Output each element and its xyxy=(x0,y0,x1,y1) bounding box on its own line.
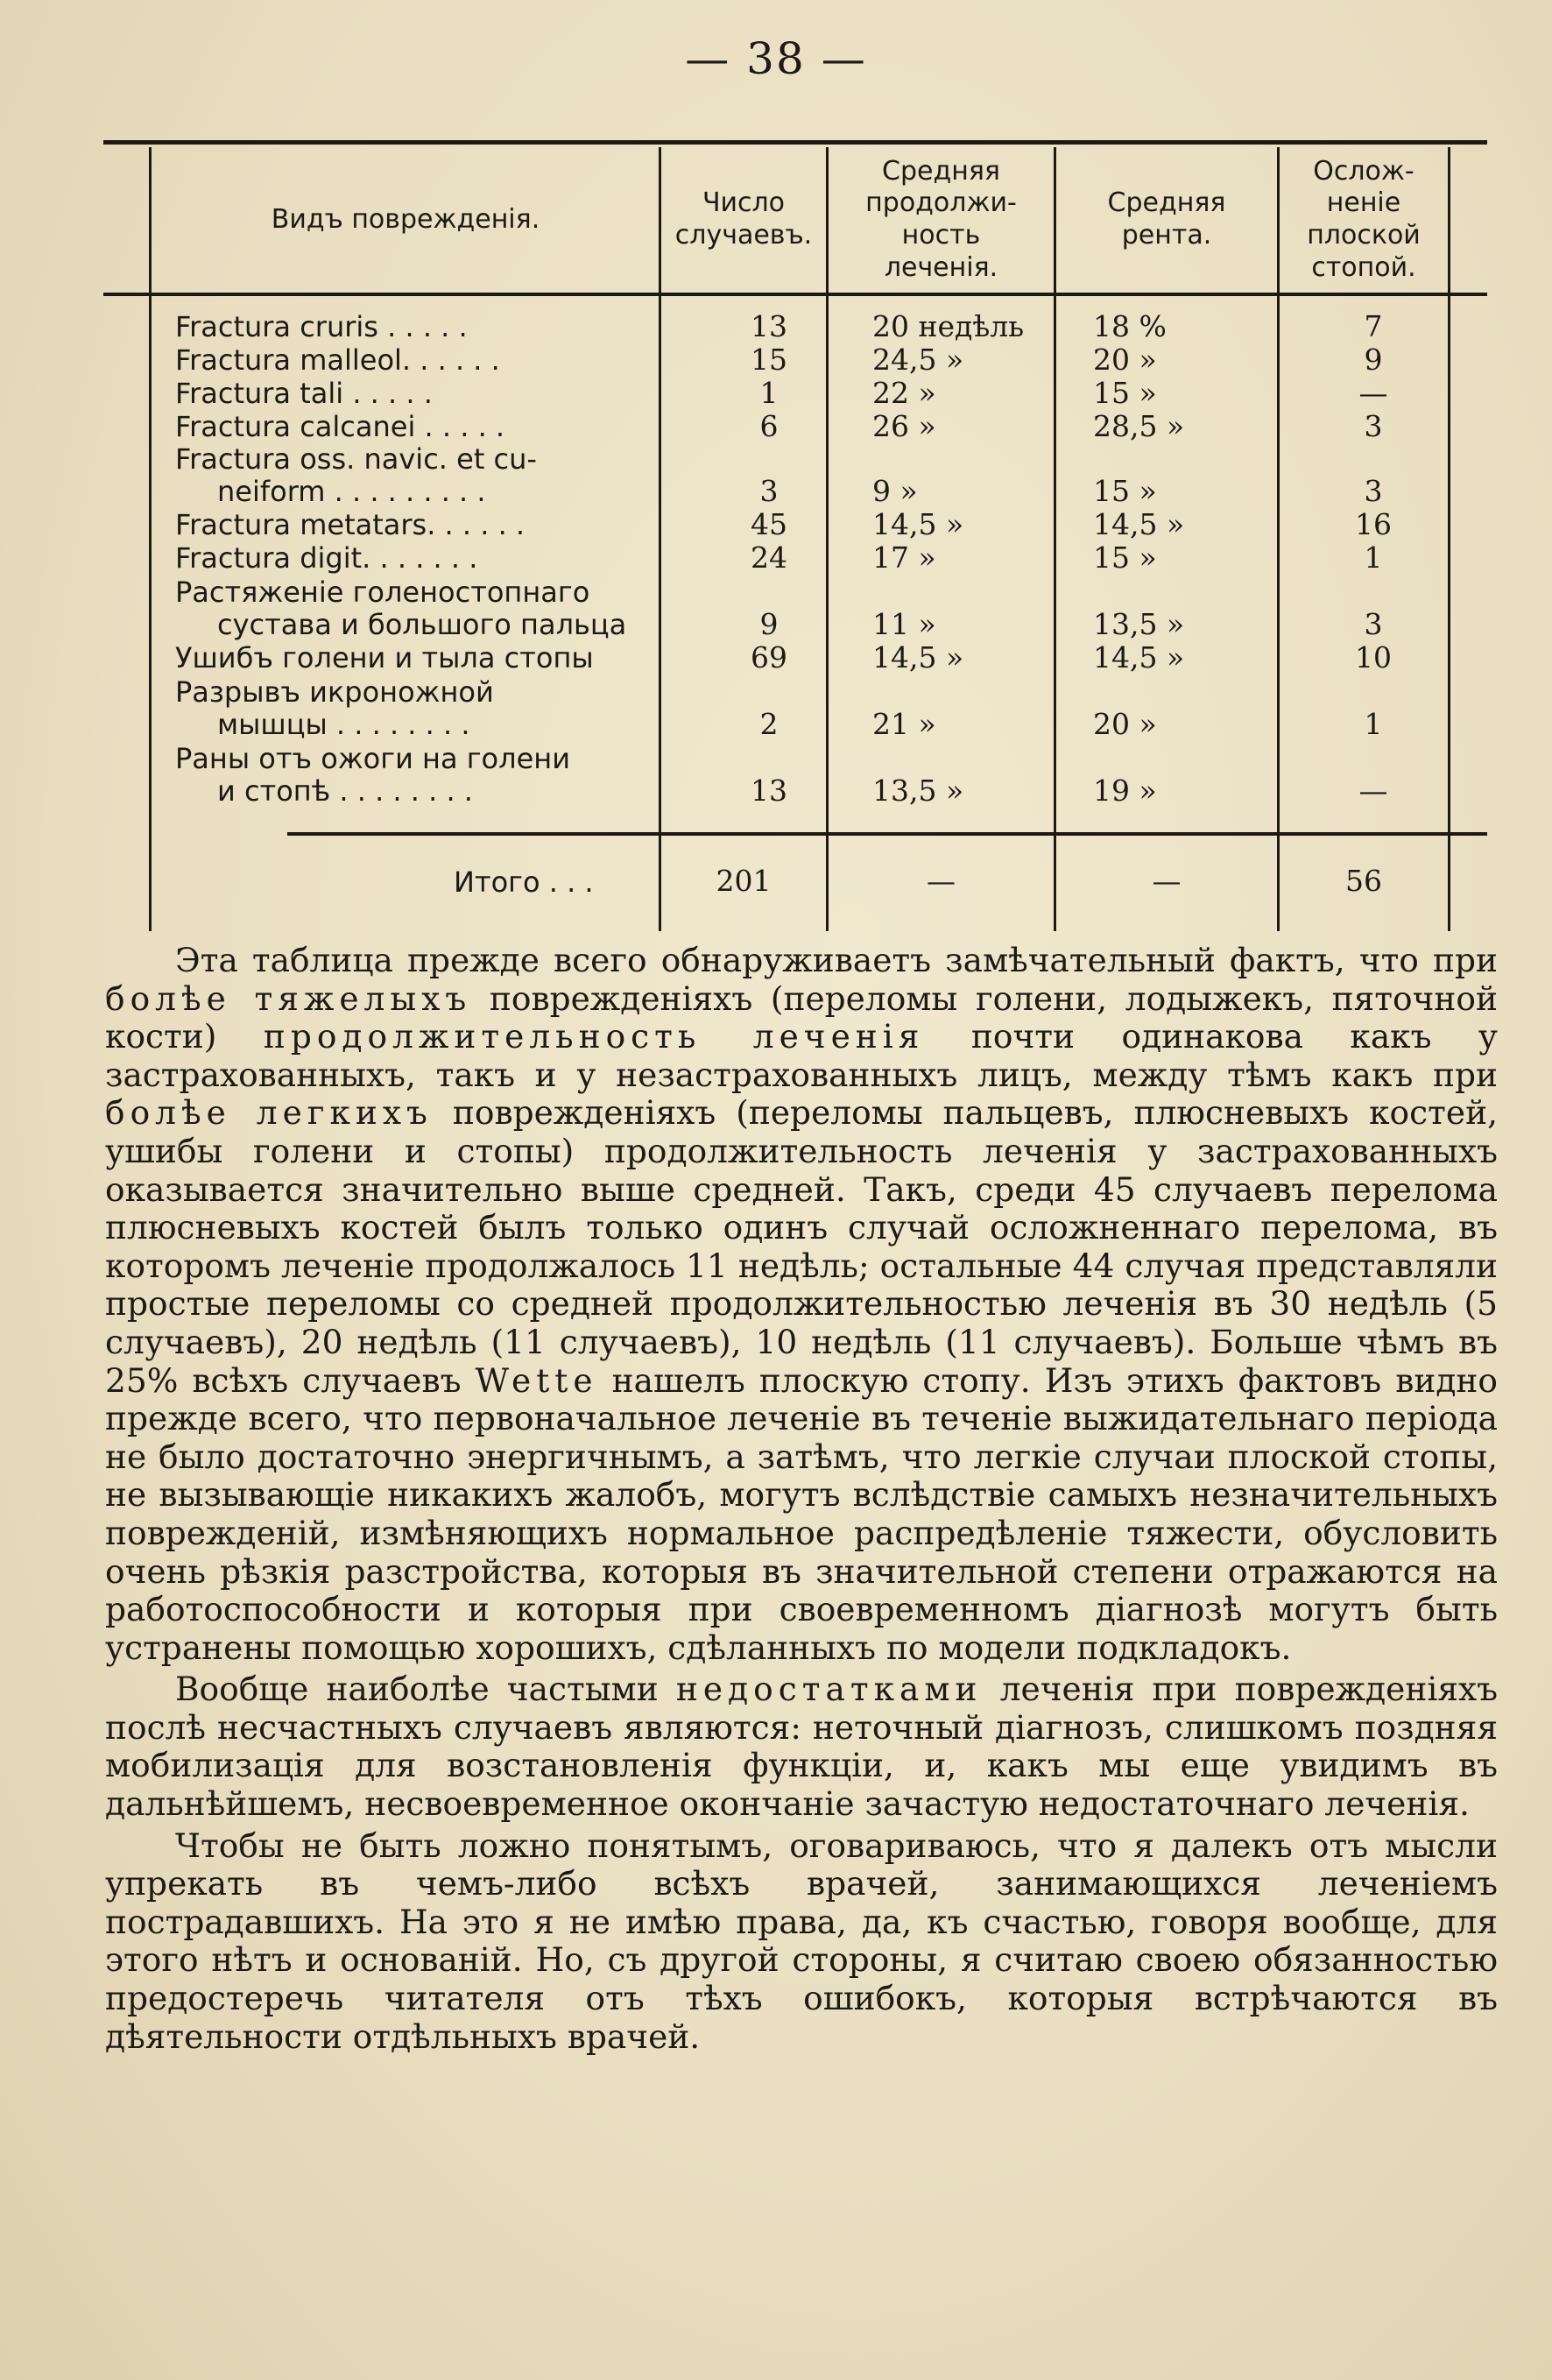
header-duration: Средняя продолжи- ность леченія. xyxy=(865,155,1017,283)
cases-count: 15 xyxy=(751,343,787,377)
mean-duration: 9 » xyxy=(872,474,918,508)
cases-count: 3 xyxy=(759,474,779,508)
cases-count: 1 xyxy=(759,376,779,410)
mean-duration: 13,5 » xyxy=(872,773,964,808)
paragraph-text: Эта таблица прежде всего обнаруживаетъ замѣчательный фактъ, что при xyxy=(175,941,1498,979)
table-total-rule xyxy=(287,832,1487,836)
mean-rent: 19 » xyxy=(1093,773,1157,808)
header-cases: Число случаевъ. xyxy=(674,187,813,251)
injury-name: Fractura cruris . . . . . xyxy=(175,310,468,343)
flatfoot-complication: 3 xyxy=(1364,474,1383,508)
injury-name: Разрывъ икроножной мышцы . . . . . . . . xyxy=(175,675,494,741)
total-rent: — xyxy=(1152,864,1182,898)
emphasized-text: Wette xyxy=(475,1360,598,1400)
flatfoot-complication: 7 xyxy=(1364,309,1383,343)
mean-duration: 17 » xyxy=(872,540,936,575)
flatfoot-complication: — xyxy=(1358,376,1388,410)
paragraph xyxy=(105,942,1498,1667)
flatfoot-complication: 1 xyxy=(1364,540,1383,575)
injury-name: Fractura digit. . . . . . . xyxy=(175,541,478,575)
mean-duration: 22 » xyxy=(872,376,936,410)
cases-count: 9 xyxy=(759,607,779,641)
mean-rent: 15 » xyxy=(1093,540,1157,575)
injury-name: Растяженіе голеностопнаго сустава и большого пальца xyxy=(175,576,627,641)
table-row xyxy=(103,342,1487,377)
paragraph xyxy=(105,1670,1498,1823)
mean-duration: 11 » xyxy=(872,607,936,641)
injury-name: Fractura metatars. . . . . . xyxy=(175,508,526,541)
table-row xyxy=(103,438,1487,508)
emphasized-text: болѣе тяжелыхъ xyxy=(105,978,472,1018)
injury-name: Fractura tali . . . . . xyxy=(175,377,433,410)
mean-rent: 15 » xyxy=(1093,474,1157,508)
table-row xyxy=(103,639,1487,674)
page-number: — 38 — xyxy=(685,33,867,84)
mean-rent: 20 » xyxy=(1093,343,1157,377)
flatfoot-complication: 3 xyxy=(1364,409,1383,443)
table-row xyxy=(103,375,1487,410)
table-row xyxy=(103,571,1487,641)
emphasized-text: болѣе легкихъ xyxy=(105,1093,433,1133)
header-injury-kind: Видъ поврежденія. xyxy=(271,203,540,235)
mean-duration: 21 » xyxy=(872,707,936,741)
injury-statistics-table xyxy=(103,140,1487,933)
flatfoot-complication: 1 xyxy=(1364,707,1383,741)
total-complication: 56 xyxy=(1345,864,1382,898)
mean-rent: 20 » xyxy=(1093,707,1157,741)
table-row xyxy=(103,671,1487,741)
mean-rent: 15 » xyxy=(1093,376,1157,410)
cases-count: 45 xyxy=(751,507,787,541)
injury-name: Раны отъ ожоги на голени и стопѣ . . . . . . . . xyxy=(175,742,570,808)
cases-count: 6 xyxy=(759,409,779,443)
injury-name: Fractura calcanei . . . . . xyxy=(175,410,505,443)
flatfoot-complication: 10 xyxy=(1355,640,1392,674)
cases-count: 13 xyxy=(751,773,787,808)
paragraph-text: почти одинакова какъ у застрахованныхъ, такъ и у незастрахованныхъ лицъ, между тѣмъ какъ при xyxy=(105,1017,1499,1094)
mean-rent: 13,5 » xyxy=(1093,607,1185,641)
body-text xyxy=(105,942,1498,2059)
injury-name: Ушибъ голени и тыла стопы xyxy=(175,641,594,674)
total-label: Итого . . . xyxy=(454,865,594,899)
paragraph-text: поврежденіяхъ (переломы пальцевъ, плюсневыхъ костей, ушибы голени и стопы) продолжительность леченія у застрахованныхъ оказывается значительно выше средней. Такъ, среди 45 случаевъ перелома плюсневыхъ костей былъ только одинъ случай осложненнаго перелома, въ которомъ леченіе продолжалось 11 недѣль; остальные 44 случая представляли простые переломы со средней продолжительностью леченія въ 30 недѣль (5 случаевъ), 20 недѣль (11 случаевъ), 10 недѣль (11 случаевъ). Больше чѣмъ въ 25% всѣхъ случаевъ xyxy=(105,1093,1498,1400)
emphasized-text: продолжительность леченія xyxy=(263,1017,925,1056)
paragraph-text: Чтобы не быть ложно понятымъ, оговариваюсь, что я далекъ отъ мысли упрекать въ чемъ-либо всѣхъ врачей, занимающихся леченіемъ пострадавшихъ. На это я не имѣю права, да, къ счастью, говоря вообще, для этого нѣтъ и основаній. Но, съ другой стороны, я считаю своею обязанностью предостеречь читателя отъ тѣхъ ошибокъ, которыя встрѣчаются въ дѣятельности отдѣльныхъ врачей. xyxy=(105,1826,1498,2056)
total-duration: — xyxy=(927,864,956,898)
emphasized-text: недостатками xyxy=(675,1670,983,1709)
table-row xyxy=(103,738,1487,808)
header-rent: Средняя рента. xyxy=(1107,187,1226,251)
mean-rent: 14,5 » xyxy=(1093,640,1185,674)
paragraph-text: поврежденіяхъ (переломы голени, лодыжекъ, пяточной кости) xyxy=(105,978,1498,1056)
mean-rent: 28,5 » xyxy=(1093,409,1185,443)
paragraph-text: Вообще наиболѣе частыми xyxy=(175,1670,676,1709)
mean-duration: 14,5 » xyxy=(872,507,964,541)
header-complication: Ослож- неніе плоской стопой. xyxy=(1307,155,1421,283)
cases-count: 2 xyxy=(759,707,779,741)
injury-name: Fractura oss. navic. et cu- neiform . . . . . . . . . xyxy=(175,442,537,508)
cases-count: 13 xyxy=(751,309,787,343)
mean-duration: 14,5 » xyxy=(872,640,964,674)
flatfoot-complication: — xyxy=(1358,773,1388,808)
mean-rent: 14,5 » xyxy=(1093,507,1185,541)
flatfoot-complication: 3 xyxy=(1364,607,1383,641)
mean-rent: 18 % xyxy=(1093,309,1167,343)
table-row xyxy=(103,540,1487,575)
table-header-rule xyxy=(103,293,1487,296)
table-row xyxy=(103,308,1487,343)
paragraph xyxy=(105,1827,1498,2057)
mean-duration: 24,5 » xyxy=(872,343,964,377)
cases-count: 69 xyxy=(751,640,787,674)
paragraph-text: леченія при поврежденіяхъ послѣ несчастныхъ случаевъ являются: неточный діагнозъ, слишкомъ поздняя мобилизація для возстановленія функціи, и, какъ мы еще увидимъ въ дальнѣйшемъ, несвоевременное окончаніе зачастую недостаточнаго леченія. xyxy=(105,1670,1498,1824)
flatfoot-complication: 9 xyxy=(1364,343,1383,377)
table-top-rule xyxy=(103,140,1487,145)
table-row xyxy=(103,506,1487,541)
paragraph-text: нашелъ плоскую стопу. Изъ этихъ фактовъ видно прежде всего, что первоначальное леченіе въ теченіе выжидательнаго періода не было достаточно энергичнымъ, а затѣмъ, что легкіе случаи плоской стопы, не вызывающіе никакихъ жалобъ, могутъ вслѣдствіе самыхъ незначительныхъ поврежденій, измѣняющихъ нормальное распредѣленіе тяжести, обусловить очень рѣзкія разстройства, которыя въ значительной степени отражаются на работоспособности и которыя при своевременномъ діагнозѣ могутъ быть устранены помощью хорошихъ, сдѣланныхъ по модели подкладокъ. xyxy=(105,1360,1498,1667)
injury-name: Fractura malleol. . . . . . xyxy=(175,343,500,377)
mean-duration: 20 недѣль xyxy=(872,309,1025,343)
total-cases: 201 xyxy=(716,864,772,898)
mean-duration: 26 » xyxy=(872,409,936,443)
flatfoot-complication: 16 xyxy=(1355,507,1392,541)
cases-count: 24 xyxy=(751,540,787,575)
